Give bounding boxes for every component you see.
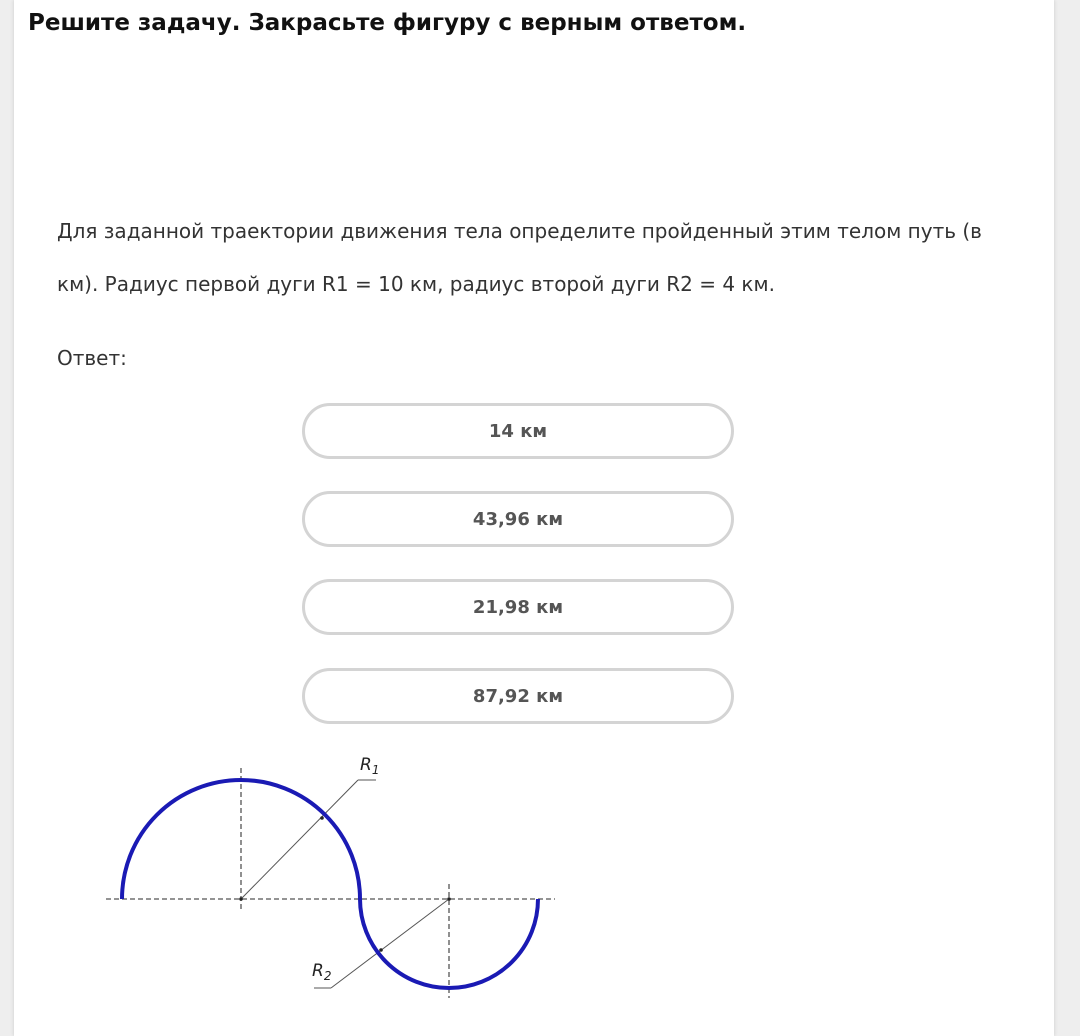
center-2 bbox=[447, 897, 451, 901]
radius-r1-line bbox=[241, 780, 358, 899]
r1-label: $R_1$ bbox=[360, 755, 380, 777]
r2-label: $R_2$ bbox=[312, 961, 332, 983]
answer-option-2[interactable]: 43,96 км bbox=[302, 491, 734, 547]
r2-arc-point bbox=[379, 948, 383, 952]
problem-text: Для заданной траектории движения тела определите пройденный этим телом путь (в км). Радиус первой дуги R1 = 10 км, радиус второй дуги R2 = 4 км. bbox=[57, 219, 982, 296]
answer-option-1[interactable]: 14 км bbox=[302, 403, 734, 459]
radius-r2-line bbox=[331, 899, 449, 988]
task-heading: Решите задачу. Закрасьте фигуру с верным ответом. bbox=[28, 10, 747, 36]
answer-option-3[interactable]: 21,98 км bbox=[302, 579, 734, 635]
trajectory-figure bbox=[0, 740, 600, 1036]
center-1 bbox=[239, 897, 243, 901]
r1-arc-point bbox=[320, 816, 324, 820]
answer-label: Ответ: bbox=[57, 346, 127, 370]
answer-option-4[interactable]: 87,92 км bbox=[302, 668, 734, 724]
